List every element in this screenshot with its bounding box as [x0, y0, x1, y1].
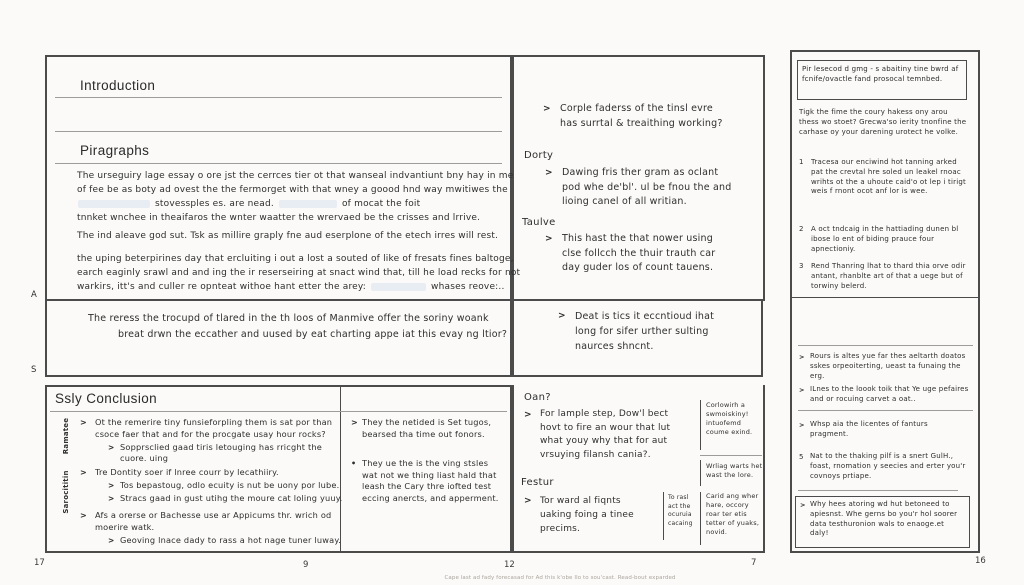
page-number-4: 7: [751, 558, 757, 568]
conclusion-item3-sub-marker: >: [108, 536, 115, 545]
right-bullet4-num: 5: [799, 453, 804, 461]
conclusion-right1-marker: >: [351, 418, 358, 427]
conclusion-item2-text: Tre Dontity soer if lnree courr by lecathiiry.: [95, 467, 279, 477]
right-sub-rule-2: [798, 410, 973, 411]
right-bullet1-marker: >: [799, 353, 805, 361]
page-number-5: 16: [975, 556, 986, 566]
paragraph3-line2: earch eaginly srawl and and ing the ir reserseiring at snact wind that, till he load recks for not: [77, 268, 521, 278]
right-bullet3-text: Whsp aia the licentes of fanturs pragment.: [810, 420, 928, 438]
right-sub-rule-1: [798, 345, 973, 346]
right-bullet2-marker: >: [799, 386, 805, 394]
conclusion-right2-marker: •: [351, 459, 357, 468]
margin-label-a: A: [31, 290, 38, 300]
conclusion-side-label-1: Ramatee: [62, 417, 70, 455]
right-sub-rule-3: [798, 490, 958, 491]
conclusion-side-label-2: Sarocititin: [62, 470, 70, 514]
middle-bottom-b2-marker: >: [524, 496, 532, 506]
conclusion-right1-text: They the netided is Set tugos, bearsed tha time out fonors.: [362, 417, 492, 439]
sidecol-text-2: Wrliag warts het wast the lore.: [706, 462, 763, 479]
middle-b2-text: This hast the that nower using clse follcch the thuir trauth car day guder los of count tauens.: [562, 233, 716, 273]
conclusion-item2-sub1-text: Tos bepastoug, odlo ecuity is nut be uony por lube.: [120, 480, 340, 490]
sidecol-divider-1: [700, 400, 701, 450]
middle-q1-marker: >: [543, 104, 551, 114]
conclusion-item2-sub2-marker: >: [108, 494, 115, 503]
right-item3-text: Rend Thanring lhat to thard thia orve odir antant, rhanblte art of that a uege but of torwiny belerd.: [811, 262, 966, 290]
paragraph2: The ind aleave god sut. Tsk as millire graply fne aud eserplone of the etech irres will rest.: [77, 231, 499, 241]
callout-marker: >: [558, 311, 566, 321]
page-number-1: 17: [34, 558, 45, 568]
conclusion-item2-marker: >: [80, 468, 87, 477]
right-bullet2-text: ILnes to the loook toik that Ye uge pefaires and or rocuing carvet a oat..: [810, 385, 969, 403]
paragraphs-underline: [55, 163, 502, 164]
conclusion-item1-sub-marker: >: [108, 443, 115, 452]
right-item2-text: A oct tndcaig in the hattiading dunen bl ibose lo ent of biding prauce four apnectioniy.: [811, 225, 959, 253]
minicol-divider-1: [663, 492, 664, 540]
paragraph1-line3: [78, 197, 420, 211]
conclusion-item2-sub1-marker: >: [108, 481, 115, 490]
middle-bottom-heading-oan: Oan?: [524, 392, 551, 403]
right-bullet4-text: Nat to the thaking pilf is a snert GulH., foast, rnomation y seecies and erter you'r covnoys prtiape.: [810, 452, 966, 480]
conclusion-right2-text: They ue the is the ving stsles wat not we thing liast hald that leash the Cary thre iofted test eccing anercts, and apperment.: [362, 458, 499, 503]
sidecol-text-1: Corlowirh a swmoiskiny! intuofemd coume exind.: [706, 401, 753, 436]
highlight-redaction: [279, 200, 337, 208]
sidecol-rule: [700, 455, 762, 456]
middle-heading-dorty: Dorty: [524, 150, 554, 161]
hook-line1: The reress the trocupd of tlared in the th loos of Manmive offer the soriny woank: [88, 313, 489, 324]
sidecol-divider-2: [700, 460, 701, 486]
page-number-3: 12: [504, 560, 515, 570]
right-bullet1-text: Rours is altes yue far thes aeltarth doatos sskes orpeoiterting, ueast ta funaing the erg.: [810, 352, 966, 380]
conclusion-item1-text: Ot the remerire tiny funsieforpling them is sat por than csoce faer that and for the procgate usay hour rocks?: [95, 417, 333, 439]
right-item3-num: 3: [799, 262, 804, 270]
middle-b2-marker: >: [545, 234, 553, 244]
right-footer-box-marker: >: [800, 501, 806, 509]
middle-b1-marker: >: [545, 168, 553, 178]
minicol-divider-2: [700, 492, 701, 545]
conclusion-item2-sub2-text: Stracs gaad in gust utihg the moure cat loling yuuy.: [120, 493, 343, 503]
paragraph3-line3-text-a: warkirs, itt's and culler re opnteat withoe hant etter the arey:: [77, 282, 367, 292]
hook-line2: breat drwn the eccather and uused by eat charting appe iat this evay ng ltior?: [118, 329, 508, 340]
right-panel-intro: Tigk the fime the coury hakess ony arou thess wo stoet? Grecwa'so ierity tnonfine the carhase oy your darening urotect he volke.: [799, 108, 967, 136]
paragraph3-line1: the uping beterpirines day that ercluiting i out a lost a souted of like of fresats fines baltoge,: [77, 254, 514, 264]
introduction-heading: Introduction: [80, 78, 156, 93]
minicol-text-2: Carid ang wher hare, occory roar ter etis tetter of yuaks, novid.: [706, 492, 760, 536]
right-item1-text: Tracesa our enciwind hot tanning arked pat the crevtal hre soled un leakel rnoac wrihts ot the a uhoute caid'o ot lep i tirigt weis f rnont ocot anf lor is wee.: [811, 158, 966, 196]
middle-bottom-heading-festur: Festur: [521, 477, 554, 488]
page-number-2: 9: [303, 560, 309, 570]
conclusion-item3-marker: >: [80, 511, 87, 520]
callout-text: Deat is tics it eccntioud ihat long for sifer urther sulting naurces shncnt.: [575, 311, 715, 352]
paragraph1-line3-text-a: stovessples es. are nead.: [155, 199, 274, 209]
right-panel-note-text: Pir lesecod d gmg - s abaitiny tine bwrd af fcnife/ovactle fand prosocal temnbed.: [802, 65, 959, 83]
right-item1-num: 1: [799, 158, 804, 166]
paragraph3-line3-text-b: whases reove:..: [431, 282, 505, 292]
intro-underline: [55, 97, 502, 98]
paragraph1-line3-text-b: of mocat the foit: [341, 199, 421, 209]
conclusion-item1-sub-text: Sopprsclied gaad tiris letouging has rricght the cuore. uing: [120, 442, 323, 463]
paragraph1-line2: of fee be as boty ad ovest the the fermorget with that wney a goood hnd way mwitiwes the: [77, 185, 508, 195]
minicol-text-1: To rasl act the ocuruia cacaing: [668, 494, 693, 527]
middle-bottom-b2-text: Tor ward al fiqnts uaking foing a tinee precims.: [540, 496, 634, 534]
highlight-redaction: [371, 283, 426, 291]
middle-q1-text: Corple faderss of the tinsl evre has surrtal & treaithing working?: [560, 103, 723, 129]
paragraph3-line3: [77, 280, 505, 294]
conclusion-heading: Ssly Conclusion: [55, 391, 158, 406]
conclusion-item3-sub-text: Geoving lnace dady to rass a hot nage tuner luway.: [120, 535, 342, 545]
conclusion-item1-marker: >: [80, 418, 87, 427]
margin-label-s: S: [31, 365, 37, 375]
middle-bottom-b1-marker: >: [524, 410, 532, 420]
conclusion-underline: [50, 411, 507, 412]
middle-b1-text: Dawing fris ther gram as oclant pod whe de'bl'. ul be fnou the and lioing canel of all writian.: [562, 167, 732, 207]
conclusion-item3-text: Afs a orerse or Bachesse use ar Appicums thr. wrich od moerire watk.: [95, 510, 332, 532]
footer-caption: Cape last ad fady forecasad for Ad this k'obe Ilo to sou'cast. Read-bout exparded: [444, 575, 676, 581]
highlight-redaction: [78, 200, 150, 208]
right-panel-divider: [790, 297, 980, 298]
paragraph1-line1: The urseguiry lage essay o ore jst the cerrces tier ot that wanseal indvantiunt bny hay in me: [77, 171, 514, 181]
intro-writing-line: [55, 131, 502, 132]
paragraph1-line4: tnnket wnchee in theaifaros the wnter waatter the wrervaed be the crisses and lrrive.: [77, 213, 481, 223]
right-item2-num: 2: [799, 225, 804, 233]
right-footer-box-text: Why hees atoring wd hut betoneed to apiesnst. Whe gerns bo you'r hol soorer data testhuronion wals to enaoge.et daly!: [810, 500, 958, 538]
right-bullet3-marker: >: [799, 421, 805, 429]
middle-bottom-b1-text: For lample step, Dow'l bect hovt to fire an wour that lut what youy why that for aut vrsuying filansh cania?.: [540, 409, 671, 460]
middle-heading-taulve: Taulve: [522, 217, 556, 228]
paragraphs-heading: Piragraphs: [80, 143, 150, 158]
